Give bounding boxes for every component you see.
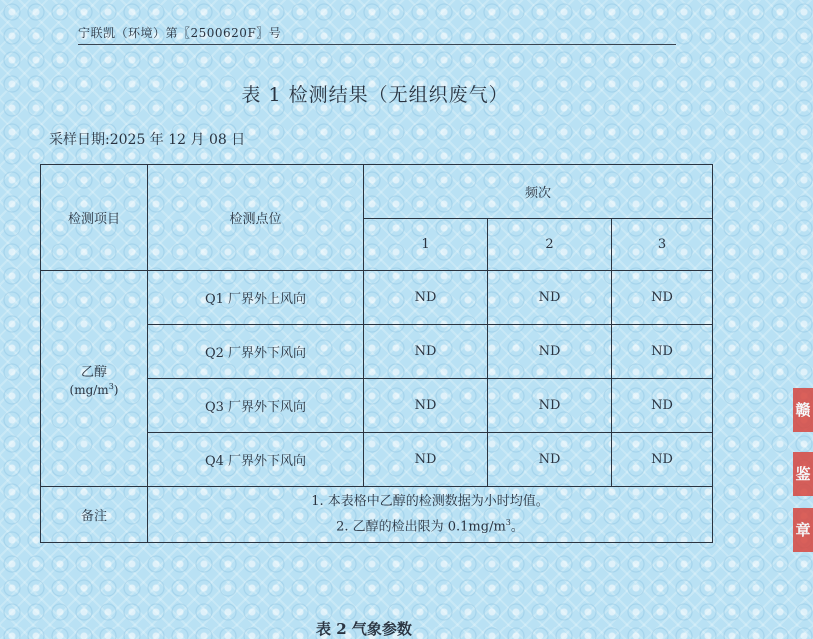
table-title: 表 1 检测结果（无组织废气） (241, 84, 509, 106)
notes-row (41, 487, 713, 543)
header-frequency: 频次 (364, 165, 713, 219)
freq-label-3: 3 (612, 219, 713, 271)
table-row (41, 271, 713, 325)
freq-label-2: 2 (488, 219, 612, 271)
notes-label: 备注 (41, 487, 148, 543)
point-cell: Q2 厂界外下风向 (148, 325, 364, 379)
item-name: 乙醇 (80, 364, 107, 380)
point-cell: Q3 厂界外下风向 (148, 379, 364, 433)
value-cell: ND (488, 271, 612, 325)
value-cell: ND (488, 433, 612, 487)
item-unit-prefix: (mg/m (69, 382, 109, 397)
header-point: 检测点位 (148, 165, 364, 271)
value-cell: ND (612, 433, 713, 487)
item-cell (41, 271, 148, 487)
results-table (40, 164, 713, 543)
item-unit-exponent: 3 (108, 381, 114, 391)
document-number: 宁联凯（环境）第〖2500620F〗号 (78, 24, 676, 45)
point-cell: Q1 厂界外上风向 (148, 271, 364, 325)
value-cell: ND (612, 271, 713, 325)
note-1: 1. 本表格中乙醇的检测数据为小时均值。 (311, 494, 549, 510)
note-2-suffix: 。 (510, 519, 524, 535)
value-cell: ND (612, 379, 713, 433)
sample-date: 采样日期:2025 年 12 月 08 日 (49, 132, 246, 148)
value-cell: ND (364, 433, 488, 487)
stamp-char: 赣 (793, 388, 813, 432)
value-cell: ND (488, 379, 612, 433)
value-cell: ND (612, 325, 713, 379)
point-cell: Q4 厂界外下风向 (148, 433, 364, 487)
value-cell: ND (364, 271, 488, 325)
seal-stamp (793, 388, 813, 563)
value-cell: ND (488, 325, 612, 379)
freq-label-1: 1 (364, 219, 488, 271)
item-unit (41, 382, 147, 397)
stamp-char: 章 (793, 508, 813, 552)
value-cell: ND (364, 325, 488, 379)
table-header-row (41, 165, 713, 219)
note-2 (148, 512, 712, 537)
note-2-exponent: 3 (505, 518, 511, 528)
next-table-title: 表 2 气象参数 (316, 620, 412, 638)
value-cell: ND (364, 379, 488, 433)
item-unit-suffix: ) (113, 382, 119, 397)
note-2-prefix: 2. 乙醇的检出限为 0.1mg/m (336, 519, 506, 535)
notes-cell (148, 487, 713, 543)
header-item: 检测项目 (41, 165, 148, 271)
stamp-char: 鉴 (793, 452, 813, 496)
